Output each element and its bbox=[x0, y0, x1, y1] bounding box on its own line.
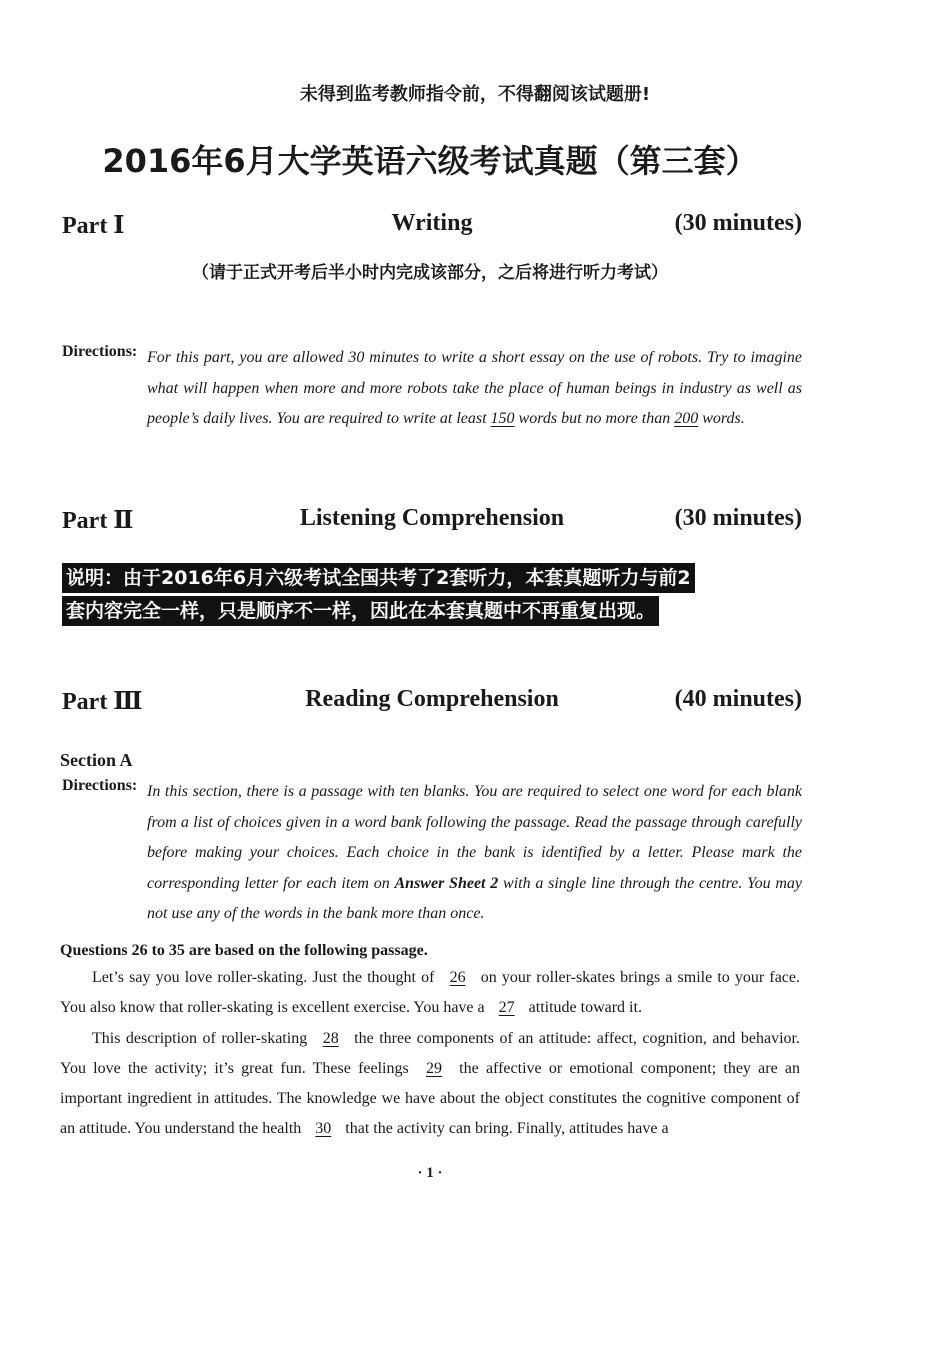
reading-passage bbox=[60, 963, 800, 1145]
questions-heading: Questions 26 to 35 are based on the following passage. bbox=[60, 942, 428, 959]
page-number: · 1 · bbox=[417, 1165, 443, 1181]
min-words: 150 bbox=[490, 410, 515, 427]
part1-note: （请于正式开考后半小时内完成该部分，之后将进行听力考试） bbox=[192, 263, 668, 283]
directions-text: In this section, there is a passage with ten blanks. You are required to select one word for each blank from a list of choices given in a word bank following the passage. Read the passage through carefully before making your choices. Each choice in the bank is identified by a letter. Please mark the corresponding letter for each item on Answer Sheet 2 with a single line through the centre. You may not use any of the words in the bank more than once. bbox=[147, 783, 803, 922]
passage-paragraph: This description of roller-skating 28 the three components of an attitude: affect, cognition, and behavior. You love the activity; it’s great fun. These feelings 29 the affective or emotional component; they are an important ingredient in attitudes. The knowledge we have about the object constitutes the cognitive component of an attitude. You understand the health 30 that the activity can bring. Finally, attitudes have a bbox=[60, 1029, 801, 1138]
blank-26: 26 bbox=[449, 969, 466, 986]
listening-notice-line1: 说明：由于2016年6月六级考试全国共考了2套听力，本套真题听力与前2 bbox=[62, 563, 695, 593]
blank-29: 29 bbox=[425, 1059, 442, 1077]
part2-name: Listening Comprehension bbox=[299, 505, 565, 531]
part3-label: Part Ⅲ bbox=[62, 689, 143, 715]
part1-time: (30 minutes) bbox=[674, 210, 802, 236]
directions-label: Directions: bbox=[62, 777, 138, 794]
part2-label: Part Ⅱ bbox=[62, 508, 134, 534]
max-words: 200 bbox=[674, 410, 699, 427]
blank-27: 27 bbox=[498, 999, 515, 1017]
part2-header bbox=[62, 505, 802, 539]
part3-name: Reading Comprehension bbox=[305, 686, 559, 712]
part1-label: Part Ⅰ bbox=[62, 213, 125, 239]
section-a-label: Section A bbox=[60, 750, 133, 770]
listening-notice-line2: 套内容完全一样，只是顺序不一样，因此在本套真题中不再重复出现。 bbox=[62, 596, 659, 626]
directions-text: For this part, you are allowed 30 minutes to write a short essay on the use of robots. Try to imagine what will happen when more and more robots take the place of human beings in industry as well as people’s daily lives. You are required to write at least 150 words but no more than 200 words. bbox=[147, 349, 802, 427]
part3-time: (40 minutes) bbox=[674, 686, 802, 712]
page-title: 2016年6月大学英语六级考试真题（第三套） bbox=[102, 142, 758, 180]
part1-name: Writing bbox=[391, 210, 473, 236]
part2-time: (30 minutes) bbox=[674, 505, 802, 531]
blank-28: 28 bbox=[322, 1029, 339, 1047]
directions-label: Directions: bbox=[62, 343, 138, 360]
part1-header bbox=[62, 210, 802, 244]
blank-30: 30 bbox=[315, 1120, 332, 1138]
passage-paragraph: Let’s say you love roller-skating. Just the thought of 26 on your roller-skates brings a smile to your face. You also know that roller-skating is excellent exercise. You have a 27 attitude toward it. bbox=[60, 969, 801, 1017]
answer-sheet-ref: Answer Sheet 2 bbox=[394, 874, 499, 892]
exam-notice: 未得到监考教师指令前，不得翻阅该试题册! bbox=[299, 84, 651, 105]
part3-header bbox=[62, 686, 802, 720]
